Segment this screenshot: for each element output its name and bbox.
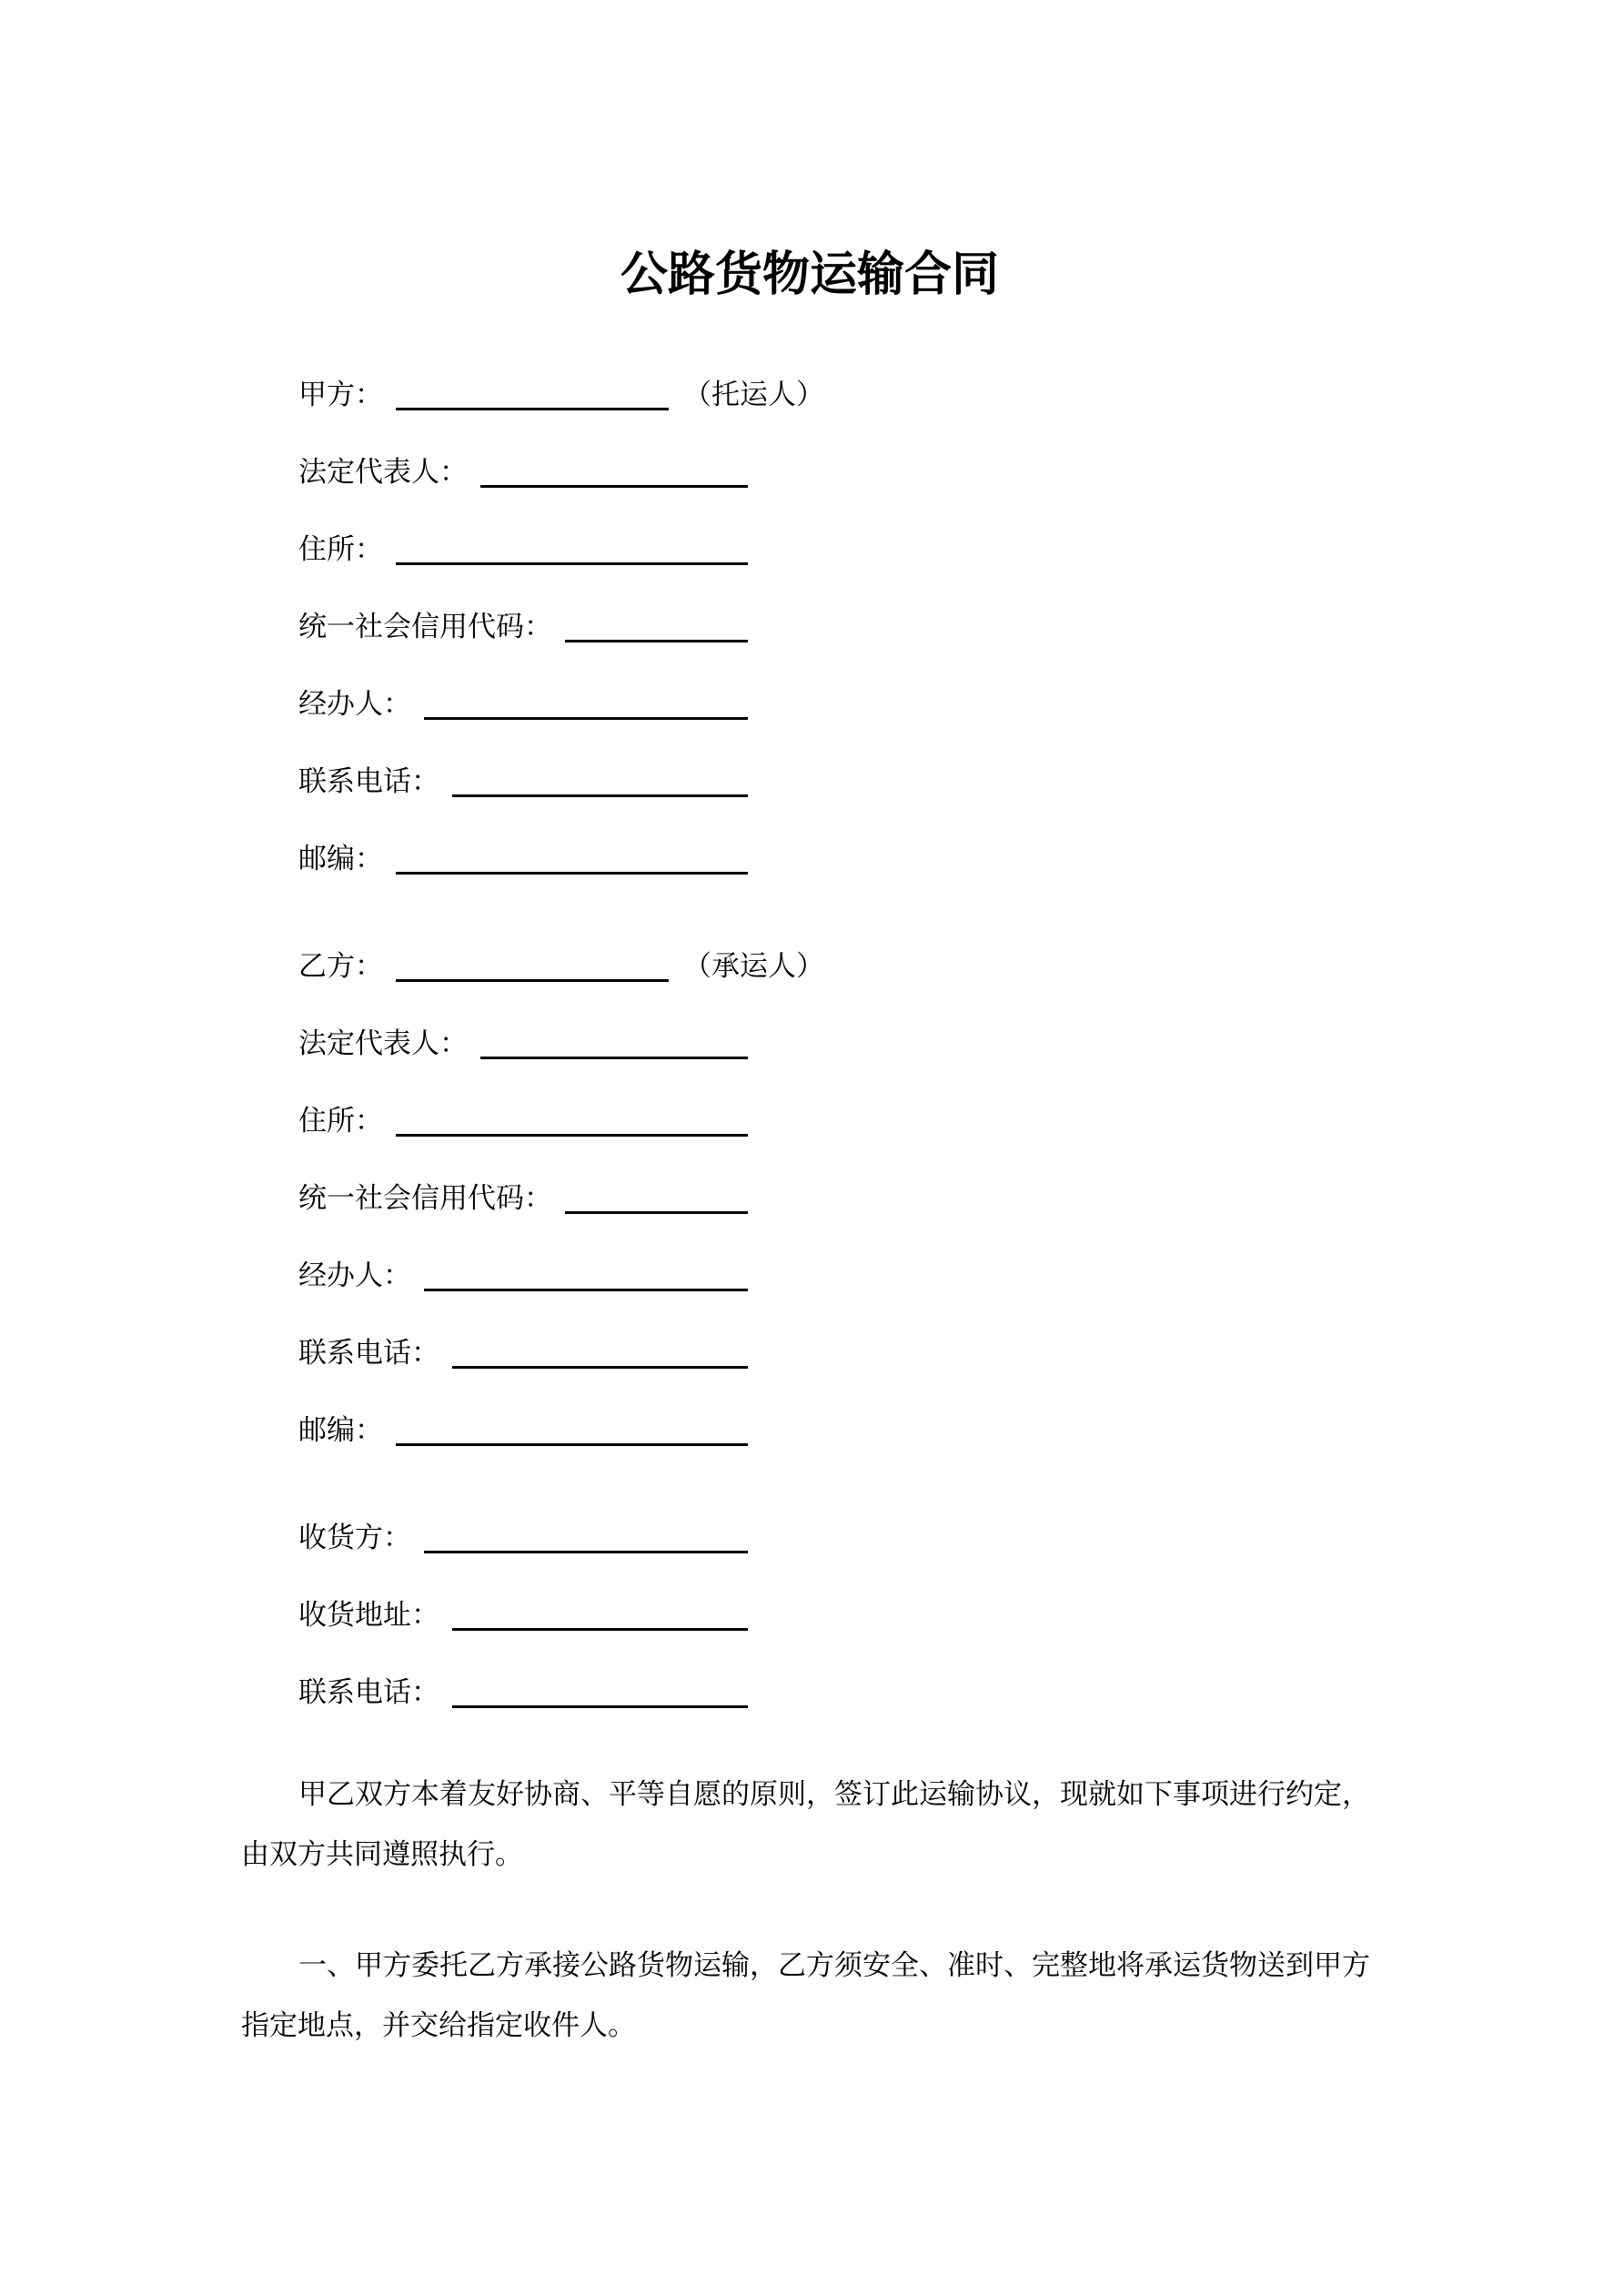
field-row-legal-rep-a: [241, 452, 748, 492]
field-label: 甲方：: [298, 379, 383, 410]
field-row-phone-b: [241, 1333, 748, 1373]
party-b-section: [241, 946, 1378, 1451]
field-label: 乙方：: [298, 950, 383, 982]
field-label: 联系电话：: [298, 1676, 439, 1708]
field-label: 住所：: [298, 1105, 383, 1137]
field-row-handler-a: [241, 684, 748, 724]
field-row-consignee-phone: [241, 1673, 748, 1713]
party-b-role-suffix: （承运人）: [683, 950, 824, 982]
paragraph-line: 由双方共同遵照执行。: [241, 1838, 523, 1870]
field-label: 统一社会信用代码：: [298, 1182, 552, 1214]
paragraph-line: 指定地点，并交给指定收件人。: [241, 2009, 636, 2041]
field-label: 收货地址：: [298, 1599, 439, 1631]
field-row-zip-b: [241, 1411, 748, 1451]
field-label: 邮编：: [298, 843, 383, 875]
clause-1-paragraph: [241, 1936, 1378, 2056]
field-row-credit-code-b: [241, 1178, 748, 1219]
blank-underline: [396, 979, 669, 982]
blank-underline: [452, 1366, 748, 1369]
blank-underline: [396, 562, 748, 565]
field-label: 邮编：: [298, 1414, 383, 1446]
field-label: 住所：: [298, 533, 383, 565]
blank-underline: [452, 1705, 748, 1708]
field-label: 联系电话：: [298, 765, 439, 797]
field-row-consignee-name: [241, 1518, 748, 1558]
blank-underline: [424, 1289, 748, 1291]
preamble-paragraph: [241, 1765, 1378, 1885]
field-label: 经办人：: [298, 1259, 411, 1291]
field-label: 经办人：: [298, 688, 411, 720]
blank-underline: [396, 1134, 748, 1137]
field-row-phone-a: [241, 762, 748, 802]
field-row-handler-b: [241, 1256, 748, 1296]
paragraph-line: 甲乙双方本着友好协商、平等自愿的原则，签订此运输协议，现就如下事项进行约定，: [298, 1778, 1370, 1810]
blank-underline: [424, 1551, 748, 1553]
field-row-legal-rep-b: [241, 1024, 748, 1064]
field-label: 联系电话：: [298, 1337, 439, 1369]
field-label: 法定代表人：: [298, 456, 468, 488]
field-row-consignee-address: [241, 1595, 748, 1635]
field-row-address-a: [241, 530, 748, 570]
field-row-credit-code-a: [241, 607, 748, 647]
paragraph-line: 一、甲方委托乙方承接公路货物运输，乙方须安全、准时、完整地将承运货物送到甲方: [298, 1949, 1370, 1981]
field-row-party-a-name: [241, 375, 1378, 415]
consignee-section: [241, 1518, 1378, 1713]
field-label: 法定代表人：: [298, 1027, 468, 1059]
field-label: 统一社会信用代码：: [298, 611, 552, 642]
blank-underline: [396, 872, 748, 875]
blank-underline: [424, 717, 748, 720]
page-content: [0, 242, 1624, 2056]
party-a-section: [241, 375, 1378, 879]
blank-underline: [396, 408, 669, 410]
blank-underline: [452, 1628, 748, 1631]
field-label: 收货方：: [298, 1522, 411, 1553]
blank-underline: [452, 794, 748, 797]
blank-underline: [565, 1211, 748, 1214]
contract-title: 公路货物运输合同: [620, 248, 999, 302]
blank-underline: [396, 1443, 748, 1446]
field-row-party-b-name: [241, 946, 1378, 986]
field-row-address-b: [241, 1101, 748, 1141]
party-a-role-suffix: （托运人）: [683, 379, 824, 410]
blank-underline: [565, 640, 748, 642]
blank-underline: [480, 485, 748, 488]
field-row-zip-a: [241, 839, 748, 879]
blank-underline: [480, 1057, 748, 1059]
